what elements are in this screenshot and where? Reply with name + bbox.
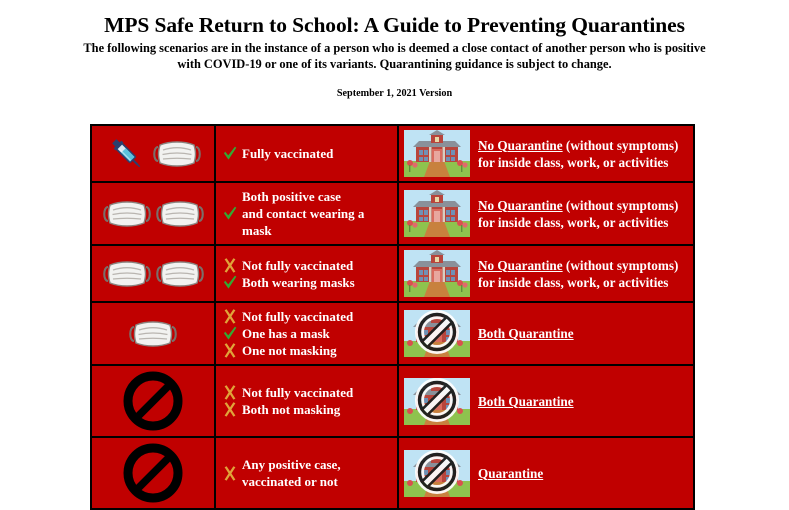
result-detail-text: (without symptoms) for inside class, work, or activities (478, 257, 679, 290)
check-mark-icon (222, 145, 238, 162)
result-text (478, 393, 574, 410)
check-mark-icon (222, 274, 238, 291)
condition-text (242, 257, 355, 291)
scenario-icon-group (92, 250, 214, 298)
condition-line: Not fully vaccinated (242, 385, 354, 400)
condition-text (242, 308, 353, 359)
scenario-icons-cell (91, 245, 215, 302)
check-mark-icon (222, 205, 238, 222)
condition-line: Not fully vaccinated (242, 309, 354, 324)
status-mark-group (222, 205, 238, 222)
face-mask-icon (152, 134, 202, 174)
scenario-icons-cell (91, 182, 215, 245)
school-building-prohibited-icon (404, 378, 470, 425)
scenario-icon-group (92, 128, 214, 180)
result-text (478, 197, 687, 231)
result-detail-text: (without symptoms) for inside class, work, or activities (478, 137, 679, 170)
condition-line: mask (242, 223, 272, 238)
condition-block (216, 303, 397, 364)
condition-block (216, 140, 397, 167)
result-text (478, 325, 574, 342)
x-mark-icon (222, 465, 238, 482)
result-detail-text: (without symptoms) for inside class, work, or activities (478, 197, 679, 230)
result-outcome-label: Both Quarantine (478, 326, 574, 341)
scenario-icon-group (92, 438, 214, 508)
condition-text (242, 384, 353, 418)
result-outcome-label: Both Quarantine (478, 393, 574, 409)
table-row (91, 125, 694, 182)
status-mark-group (222, 145, 238, 162)
document-header (0, 0, 789, 99)
scenario-icon-group (92, 366, 214, 436)
document-version: September 1, 2021 Version (336, 87, 453, 99)
table-row (91, 302, 694, 365)
check-mark-icon (222, 325, 238, 342)
result-content (399, 374, 693, 429)
condition-block (216, 379, 397, 423)
table-row (91, 245, 694, 302)
result-content (399, 246, 693, 301)
prohibition-icon (122, 370, 184, 432)
result-outcome-label: No Quarantine (478, 197, 563, 213)
condition-line: One has a mask (242, 326, 330, 341)
face-mask-icon (128, 314, 178, 354)
condition-block (216, 451, 397, 495)
scenario-icons-cell (91, 302, 215, 365)
condition-text (242, 145, 333, 162)
result-outcome-label: Quarantine (478, 465, 544, 481)
condition-line: One not masking (242, 343, 337, 358)
status-mark-group (222, 465, 238, 482)
face-mask-icon (102, 254, 152, 294)
prohibition-icon (122, 442, 184, 504)
document-subtitle: The following scenarios are in the instance of a person who is deemed a close contact of another person who is positive with COVID-19 or one of its variants. Quarantining guidance is subject to change. (83, 41, 706, 72)
result-text (478, 137, 687, 171)
condition-cell (215, 182, 398, 245)
result-content (399, 306, 693, 361)
condition-cell (215, 245, 398, 302)
result-text (478, 465, 543, 482)
condition-line: Both wearing masks (242, 274, 355, 290)
condition-line: Any positive case, (242, 457, 341, 472)
result-cell (398, 437, 694, 509)
condition-block (216, 252, 397, 296)
condition-line: and contact wearing a (242, 206, 365, 221)
result-cell (398, 302, 694, 365)
condition-cell (215, 437, 398, 509)
condition-cell (215, 365, 398, 437)
status-mark-group (222, 384, 238, 418)
scenario-icons-cell (91, 125, 215, 182)
guidance-table-wrapper (90, 124, 687, 510)
scenario-icon-group (92, 190, 214, 238)
status-mark-group (222, 308, 238, 359)
result-cell (398, 182, 694, 245)
school-building-icon (404, 130, 470, 177)
table-row (91, 437, 694, 509)
face-mask-icon (102, 194, 152, 234)
condition-cell (215, 302, 398, 365)
condition-line: Both not masking (242, 402, 341, 417)
condition-line: Not fully vaccinated (242, 257, 354, 273)
result-outcome-label: No Quarantine (478, 137, 563, 153)
result-cell (398, 365, 694, 437)
table-row (91, 365, 694, 437)
x-mark-icon (222, 401, 238, 418)
scenario-icon-group (92, 310, 214, 358)
result-text (478, 257, 687, 291)
school-building-icon (404, 250, 470, 297)
condition-line: vaccinated or not (242, 474, 338, 489)
syringe-icon (105, 132, 149, 176)
x-mark-icon (222, 342, 238, 359)
condition-cell (215, 125, 398, 182)
x-mark-icon (222, 257, 238, 274)
scenario-icons-cell (91, 365, 215, 437)
x-mark-icon (222, 308, 238, 325)
condition-text (242, 188, 364, 239)
school-building-icon (404, 190, 470, 237)
result-cell (398, 245, 694, 302)
school-building-prohibited-icon (404, 450, 470, 497)
scenario-icons-cell (91, 437, 215, 509)
face-mask-icon (155, 194, 205, 234)
condition-block (216, 183, 397, 244)
condition-line: Both positive case (242, 189, 341, 204)
status-mark-group (222, 257, 238, 291)
page-title: MPS Safe Return to School: A Guide to Preventing Quarantines (104, 13, 685, 37)
result-outcome-label: No Quarantine (478, 257, 563, 273)
school-building-prohibited-icon (404, 310, 470, 357)
result-cell (398, 125, 694, 182)
face-mask-icon (155, 254, 205, 294)
guidance-table (90, 124, 695, 510)
x-mark-icon (222, 384, 238, 401)
result-content (399, 446, 693, 501)
table-row (91, 182, 694, 245)
result-content (399, 126, 693, 181)
condition-text (242, 456, 341, 490)
result-content (399, 186, 693, 241)
condition-line: Fully vaccinated (242, 146, 334, 161)
